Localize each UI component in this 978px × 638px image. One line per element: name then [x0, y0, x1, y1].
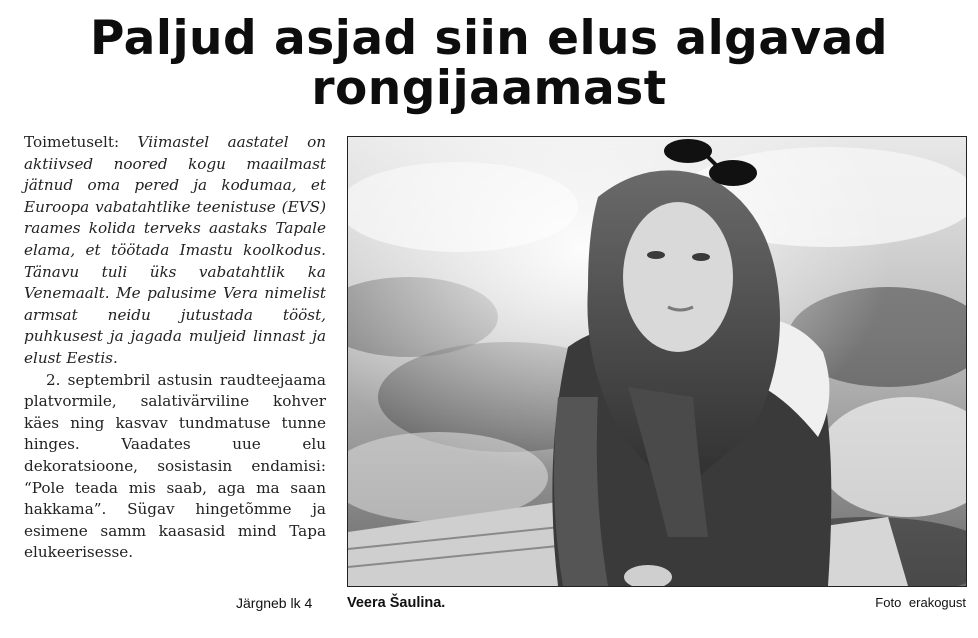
article-column [24, 132, 326, 564]
body-paragraph: 2. septembril astusin raudteejaama platvormile, salativärviline kohver käes ning kasvav tundmatuse tunne hinges. Vaadates uue elu dekoratsioone, sosistasin endamisi: “Pole teada mis saab, aga ma saan hakkama”. Sügav hingetõmme ja esimene samm kaasasid mind Tapa elukeerisesse. [24, 370, 326, 562]
portrait-illustration [348, 137, 966, 586]
headline [0, 11, 978, 116]
lead-kicker: Toimetuselt: [24, 133, 120, 151]
lead-text: Viimastel aastatel on aktiivsed noored kogu maailmast jätnud oma pered ja kodumaa, et Euroopa vabatahtlike teenistuse (EVS) raames kolida terveks aastaks Tapale elama, et töötada Imastu koolkodus. Tänavu tuli üks vabatahtlik ka Venemaalt. Me palusime Vera nimelist armsat neidu jutustada tööst, puhkusest ja jagada muljeid linnast ja elust Eestis. [24, 133, 326, 367]
portrait-photo [347, 136, 967, 587]
headline-line-1: Paljud asjad siin elus algavad [89, 11, 889, 66]
headline-line-2: rongijaamast [311, 61, 667, 116]
photo-credit: Foto erakogust [875, 595, 966, 610]
continued-note: Järgneb lk 4 [236, 595, 313, 611]
lead-paragraph [24, 132, 326, 370]
photo-caption: Veera Šaulina. [347, 595, 446, 611]
